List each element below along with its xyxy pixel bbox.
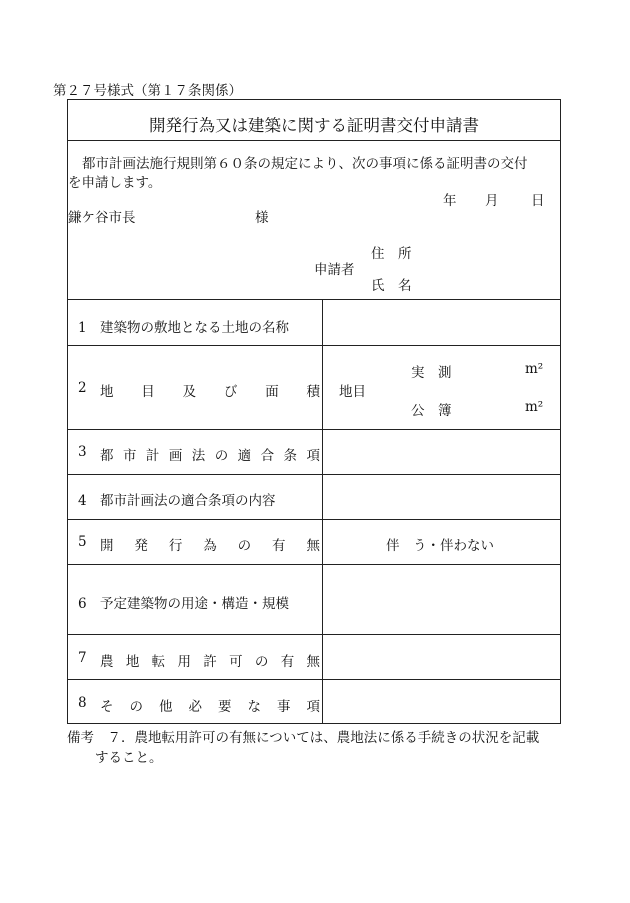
- divider: [68, 564, 560, 565]
- chimoku-label: 地目: [339, 384, 366, 400]
- row-2-label: [78, 380, 320, 400]
- document-title: 開発行為又は建築に関する証明書交付申請書: [149, 116, 479, 135]
- addressee-name: 鎌ケ谷市長: [68, 210, 136, 226]
- divider: [68, 429, 560, 430]
- remarks-line-1: ７．農地転用許可の有無については、農地法に係る手続きの状況を記載: [107, 730, 540, 746]
- intro-line-1: 都市計画法施行規則第６０条の規定により、次の事項に係る証明書の交付: [82, 156, 528, 172]
- row-1-number: 1: [78, 320, 87, 336]
- remarks-line-2: すること。: [95, 750, 163, 766]
- divider: [68, 140, 560, 141]
- applicant-label: 申請者: [314, 262, 355, 278]
- row-6-number: 6: [78, 596, 87, 612]
- row-3-number: 3: [78, 444, 87, 460]
- row-7-text: 農 地 転 用 許 可 の 有 無: [100, 654, 320, 670]
- row-5-number: 5: [78, 534, 87, 550]
- applicant-address-label: 住 所: [371, 246, 412, 262]
- divider: [68, 474, 560, 475]
- jissoku-unit: m²: [525, 361, 544, 377]
- remarks: [67, 728, 539, 768]
- remarks-label: 備考: [67, 730, 94, 746]
- jissoku-label: 実 測: [411, 365, 452, 381]
- application-form-table: [67, 99, 561, 724]
- row-8-text: そ の 他 必 要 な 事 項: [100, 699, 320, 715]
- development-choice: 伴 う・伴わない: [386, 538, 494, 554]
- addressee-honorific: 様: [255, 210, 269, 226]
- row-6-label: [78, 592, 320, 612]
- row-6-text: 予定建築物の用途・構造・規模: [100, 596, 289, 612]
- kobo-unit: m²: [525, 399, 544, 415]
- row-4-number: 4: [78, 493, 87, 509]
- row-1-text: 建築物の敷地となる土地の名称: [100, 320, 289, 336]
- date-month: 月: [485, 193, 499, 209]
- row-7-number: 7: [78, 650, 87, 666]
- divider: [68, 679, 560, 680]
- date-year: 年: [443, 193, 457, 209]
- row-1-label: [78, 316, 320, 336]
- divider: [68, 634, 560, 635]
- row-7-label: [78, 650, 320, 670]
- row-5-text: 開 発 行 為 の 有 無: [100, 538, 320, 554]
- row-2-number: 2: [78, 380, 87, 396]
- row-3-label: [78, 444, 320, 464]
- row-8-label: [78, 695, 320, 715]
- divider: [68, 519, 560, 520]
- row-5-label: [78, 534, 320, 554]
- row-2-text: 地 目 及 び 面 積: [100, 384, 320, 400]
- row-8-number: 8: [78, 695, 87, 711]
- applicant-name-label: 氏 名: [371, 278, 412, 294]
- divider: [68, 345, 560, 346]
- row-3-text: 都 市 計 画 法 の 適 合 条 項: [100, 448, 320, 464]
- date-day: 日: [531, 193, 545, 209]
- divider: [68, 299, 560, 300]
- row-4-text: 都市計画法の適合条項の内容: [100, 493, 276, 509]
- column-divider: [322, 299, 323, 723]
- intro-line-2: を申請します。: [68, 175, 162, 191]
- row-4-label: [78, 489, 320, 509]
- kobo-label: 公 簿: [411, 403, 452, 419]
- form-number: 第２７号様式（第１７条関係）: [53, 83, 242, 99]
